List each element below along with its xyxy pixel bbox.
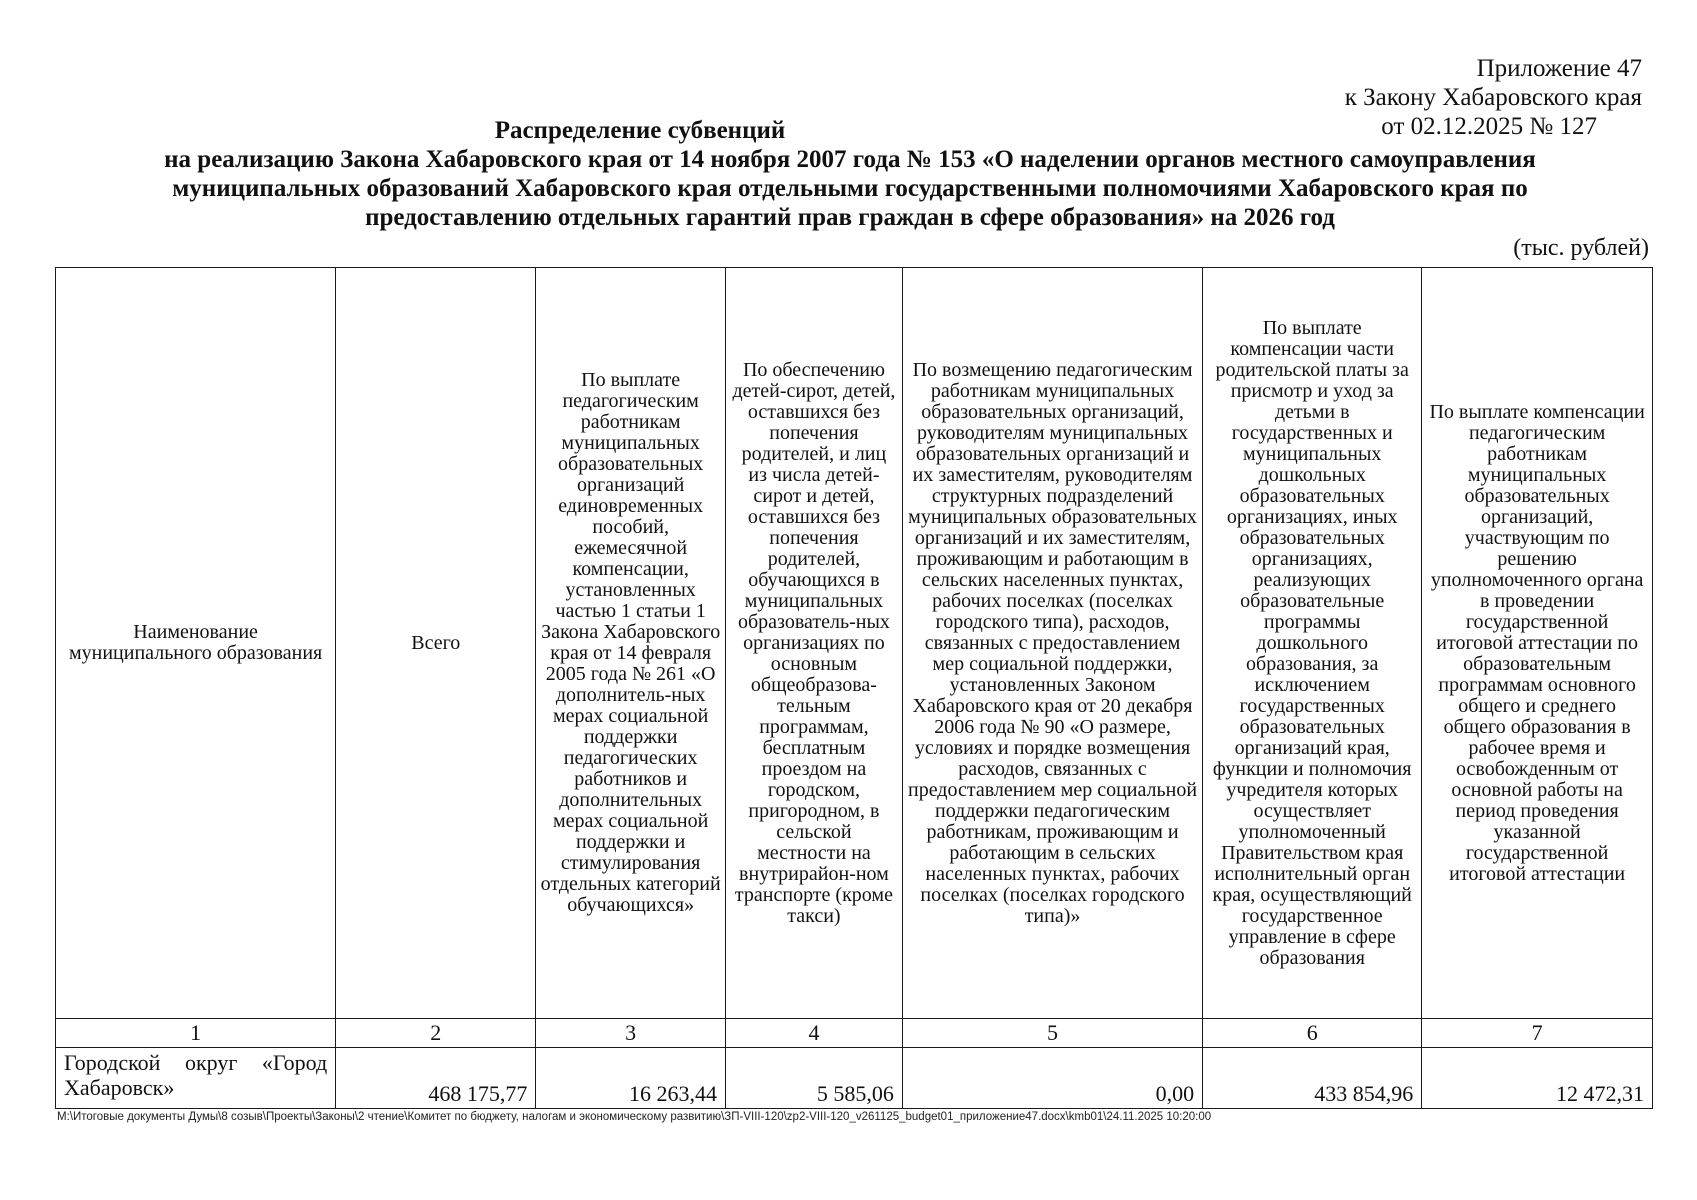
file-path-footer: M:\Итоговые документы Думы\8 созыв\Проекты\Законы\2 чтение\Комитет по бюджету, налогам и экономическому развитию\ЗП-VIII-120\zp2-VIII-120_v261125_budget01_приложение47.docx\kmb01\24.11.2025 10:20:00: [57, 1111, 1212, 1123]
units-label: (тыс. рублей): [1513, 235, 1649, 261]
table-row: [56, 1048, 1653, 1109]
column-number: 3: [536, 1019, 726, 1048]
value-cell: 433 854,96: [1203, 1048, 1422, 1109]
value-cell: 5 585,06: [725, 1048, 902, 1109]
header-cell: Наименование муниципального образования: [56, 268, 336, 1019]
column-number-row: [56, 1019, 1653, 1048]
appendix-number: Приложение 47: [1476, 55, 1642, 82]
column-number: 4: [725, 1019, 902, 1048]
appendix-date: от 02.12.2025 № 127: [1381, 113, 1597, 140]
title-line-2: на реализацию Закона Хабаровского края от 14 ноября 2007 года № 153 «О наделении органов местного самоуправления: [164, 146, 1536, 173]
header-cell: Всего: [336, 268, 536, 1019]
header-row: [56, 268, 1653, 1019]
value-cell: 12 472,31: [1422, 1048, 1653, 1109]
header-cell: По выплате компенсации педагогическим работникам муниципальных образовательных организаций, участвующим по решению уполномоченного органа в проведении государственной итоговой аттестации по образовательным программам основного общего и среднего общего образования в рабочее время и освобожденным от основной работы на период проведения указанной государственной итоговой аттестации: [1422, 268, 1653, 1019]
value-cell: 16 263,44: [536, 1048, 726, 1109]
column-number: 2: [336, 1019, 536, 1048]
document-title: [100, 116, 1600, 232]
column-number: 6: [1203, 1019, 1422, 1048]
title-line-1: Распределение субвенций: [494, 117, 786, 144]
title-line-4: предоставлению отдельных гарантий прав граждан в сфере образования» на 2026 год: [365, 204, 1335, 231]
header-cell: По возмещению педагогическим работникам муниципальных образовательных организаций, руководителям муниципальных образовательных организаций и их заместителям, руководителям структурных подразделений муниципальных образовательных организаций и их заместителям, проживающим и работающим в сельских населенных пунктах, рабочих поселках (поселках городского типа), расходов, связанных с предоставлением мер социальной поддержки, установленных Законом Хабаровского края от 20 декабря 2006 года № 90 «О размере, условиях и порядке возмещения расходов, связанных с предоставлением мер социальной поддержки педагогическим работникам, проживающим и работающим в сельских населенных пунктах, рабочих поселках (поселках городского типа)»: [902, 268, 1202, 1019]
value-cell: 0,00: [902, 1048, 1202, 1109]
header-cell: По выплате компенсации части родительской платы за присмотр и уход за детьми в государственных и муниципальных дошкольных образовательных организациях, иных образовательных организациях, реализующих образовательные программы дошкольного образования, за исключением государственных образовательных организаций края, функции и полномочия учредителя которых осуществляет уполномоченный Правительством края исполнительный орган края, осуществляющий государственное управление в сфере образования: [1203, 268, 1422, 1019]
value-total: 468 175,77: [336, 1048, 536, 1109]
column-number: 5: [902, 1019, 1202, 1048]
subsidy-table: [55, 267, 1653, 1109]
title-line-3: муниципальных образований Хабаровского края отдельными государственными полномочиями Хабаровского края по: [172, 175, 1528, 202]
appendix-law: к Закону Хабаровского края: [1344, 84, 1642, 111]
column-number: 7: [1422, 1019, 1653, 1048]
municipality-name: Городской округ «Город Хабаровск»: [56, 1048, 336, 1109]
column-number: 1: [56, 1019, 336, 1048]
header-cell: По обеспечению детей-сирот, детей, оставшихся без попечения родителей, и лиц из числа детей-сирот и детей, оставшихся без попечения родителей, обучающихся в муниципальных образователь-ных организациях по основным общеобразова-тельным программам, бесплатным проездом на городском, пригородном, в сельской местности на внутрирайон-ном транспорте (кроме такси): [725, 268, 902, 1019]
header-cell: По выплате педагогическим работникам муниципальных образовательных организаций единовременных пособий, ежемесячной компенсации, установленных частью 1 статьи 1 Закона Хабаровского края от 14 февраля 2005 года № 261 «О дополнитель-ных мерах социальной поддержки педагогических работников и дополнительных мерах социальной поддержки и стимулирования отдельных категорий обучающихся»: [536, 268, 726, 1019]
